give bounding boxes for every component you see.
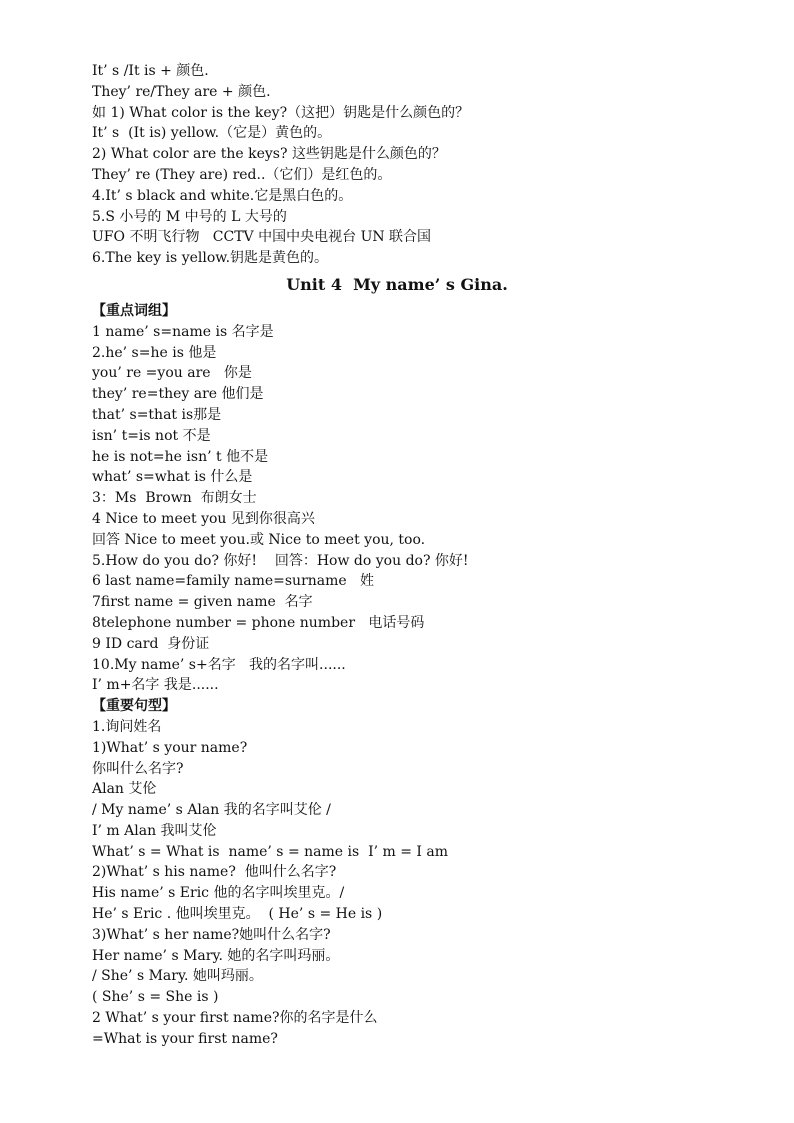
text-line: 3)What’ s her name?她叫什么名字? [92,926,331,943]
text-line: ( She’ s = She is ) [92,989,219,1006]
text-line: 4 Nice to meet you 见到你很高兴 [92,510,315,527]
text-line: I’ m Alan 我叫艾伦 [92,822,217,839]
text-line: 1.询问姓名 [92,718,162,735]
text-line: what’ s=what is 什么是 [92,469,253,486]
text-line: They’ re/They are + 颜色. [92,83,271,100]
text-line: 回答 Nice to meet you.或 Nice to meet you, too. [92,531,426,548]
section-heading: 【重要句型】 [92,698,176,715]
text-line: 6 last name=family name=surname 姓 [92,573,375,590]
text-line: 10.My name’ s+名字 我的名字叫...... [92,656,346,673]
text-line: 7first name = given name 名字 [92,594,313,611]
key-phrases-section [92,301,732,696]
text-line: Her name’ s Mary. 她的名字叫玛丽。 [92,947,340,964]
text-line: they’ re=they are 他们是 [92,386,264,403]
text-line: 6.The key is yellow.钥匙是黄色的。 [92,250,329,267]
text-line: His name’ s Eric 他的名字叫埃里克。/ [92,885,345,902]
text-line: 2 What’ s your first name?你的名字是什么 [92,1010,378,1027]
text-line: 1 name’ s=name is 名字是 [92,323,274,340]
text-line: / My name’ s Alan 我的名字叫艾伦 / [92,802,331,819]
text-line: =What is your first name? [92,1030,278,1047]
color-notes [92,61,732,269]
text-line: 1)What’ s your name? [92,739,248,756]
text-line: 2.he’ s=he is 他是 [92,344,217,361]
text-line: 4.It’ s black and white.它是黑白色的。 [92,187,353,204]
text-line: that’ s=that is那是 [92,406,222,423]
text-line: 3：Ms Brown 布朗女士 [92,490,257,507]
text-line: It’ s (It is) yellow.（它是）黄色的。 [92,125,332,142]
text-line: Alan 艾伦 [92,781,157,798]
text-line: What’ s = What is name’ s = name is I’ m = I am [92,843,449,860]
text-line: They’ re (They are) red..（它们）是红色的。 [92,166,392,183]
text-line: 5.How do you do? 你好! 回答：How do you do? 你好! [92,552,469,569]
text-line: 2)What’ s his name? 他叫什么名字? [92,864,337,881]
text-line: isn’ t=is not 不是 [92,427,211,444]
text-line: 如 1) What color is the key?（这把）钥匙是什么颜色的？ [92,104,470,121]
text-line: 8telephone number = phone number 电话号码 [92,614,425,631]
text-line: he is not=he isn’ t 他不是 [92,448,269,465]
text-line: 5.S 小号的 M 中号的 L 大号的 [92,208,287,225]
text-line: 2) What color are the keys? 这些钥匙是什么颜色的？ [92,146,446,163]
text-line: 你叫什么名字? [92,760,184,777]
document-page [92,61,732,1050]
section-heading: 【重点词组】 [92,302,176,319]
text-line: It’ s /It is + 颜色. [92,63,209,79]
text-line: I’ m+名字 我是...... [92,677,219,694]
key-sentences-section [92,696,732,1050]
unit-title: Unit 4 My name’ s Gina. [286,274,508,294]
text-line: / She’ s Mary. 她叫玛丽。 [92,968,263,985]
text-line: you’ re =you are 你是 [92,365,252,382]
text-line: He’ s Eric . 他叫埃里克。 ( He’ s = He is ) [92,906,383,923]
text-line: 9 ID card 身份证 [92,635,210,652]
text-line: UFO 不明飞行物 CCTV 中国中央电视台 UN 联合国 [92,229,432,246]
